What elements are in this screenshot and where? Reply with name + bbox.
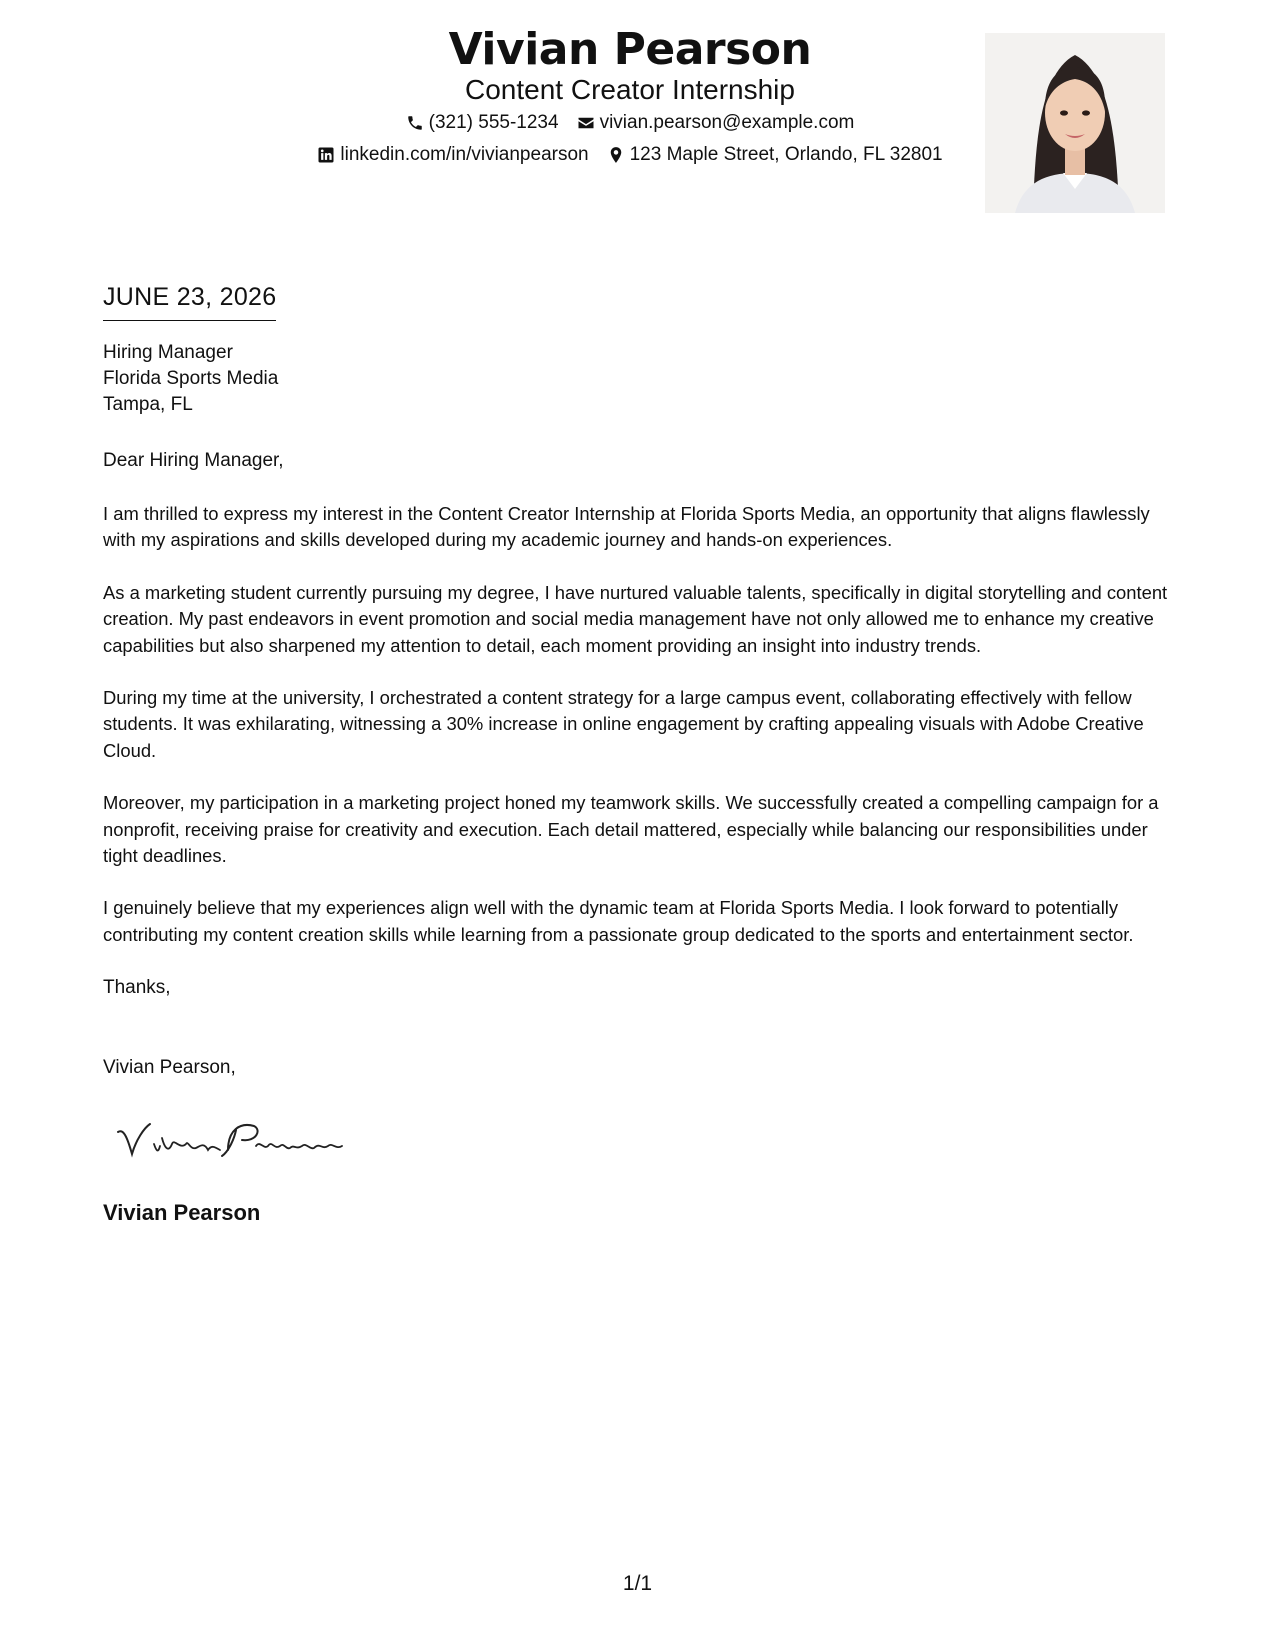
recipient-line: Hiring Manager xyxy=(103,342,233,363)
applicant-role: Content Creator Internship xyxy=(465,74,795,105)
letter-date: JUNE 23, 2026 xyxy=(103,280,276,321)
phone-icon xyxy=(406,114,424,132)
linkedin-icon xyxy=(317,146,335,164)
body-paragraph: During my time at the university, I orchestrated a content strategy for a large campus event, collaborating effectively with fellow students. It was exhilarating, witnessing a 30% increase in online engagement by crafting appealing visuals with Adobe Creative Cloud. xyxy=(103,687,1144,761)
envelope-icon xyxy=(577,114,595,132)
linkedin-contact[interactable] xyxy=(317,142,588,168)
letter-body xyxy=(103,501,1175,974)
page-number: 1/1 xyxy=(622,1572,653,1595)
greeting: Dear Hiring Manager, xyxy=(103,450,284,471)
map-pin-icon xyxy=(607,146,625,164)
street-address: 123 Maple Street, Orlando, FL 32801 xyxy=(629,144,943,165)
recipient-block xyxy=(103,340,278,418)
phone-contact xyxy=(406,110,559,136)
body-paragraph: Moreover, my participation in a marketing project honed my teamwork skills. We successfully created a compelling campaign for a nonprofit, receiving praise for creativity and execution. Each detail mattered, especially while balancing our responsibilities under tight deadlines. xyxy=(103,792,1159,867)
phone-number: (321) 555-1234 xyxy=(428,112,559,133)
email-address[interactable]: vivian.pearson@example.com xyxy=(599,112,855,133)
recipient-line: Florida Sports Media xyxy=(103,368,279,389)
address-contact xyxy=(607,142,943,168)
closing: Thanks, xyxy=(103,977,171,998)
linkedin-url[interactable]: linkedin.com/in/vivianpearson xyxy=(340,144,589,165)
applicant-name: Vivian Pearson xyxy=(448,24,812,75)
printed-signer-name: Vivian Pearson xyxy=(103,1200,261,1225)
signer-line: Vivian Pearson, xyxy=(103,1057,236,1078)
body-paragraph: As a marketing student currently pursuing my degree, I have nurtured valuable talents, specifically in digital storytelling and content creation. My past endeavors in event promotion and social media management have not only allowed me to enhance my creative capabilities but also sharpened my attention to detail, each moment providing an insight into industry trends. xyxy=(103,581,1168,656)
signature-image xyxy=(110,1110,360,1170)
body-paragraph: I genuinely believe that my experiences align well with the dynamic team at Florida Sports Media. I look forward to potentially contributing my content creation skills while learning from a passionate group dedicated to the sports and entertainment sector. xyxy=(103,897,1134,945)
email-contact[interactable] xyxy=(577,110,855,136)
profile-photo xyxy=(985,33,1165,213)
recipient-line: Tampa, FL xyxy=(103,394,193,415)
body-paragraph: I am thrilled to express my interest in the Content Creator Internship at Florida Sports Media, an opportunity that aligns flawlessly with my aspirations and skills developed during my academic journey and hands-on experiences. xyxy=(103,503,1150,551)
